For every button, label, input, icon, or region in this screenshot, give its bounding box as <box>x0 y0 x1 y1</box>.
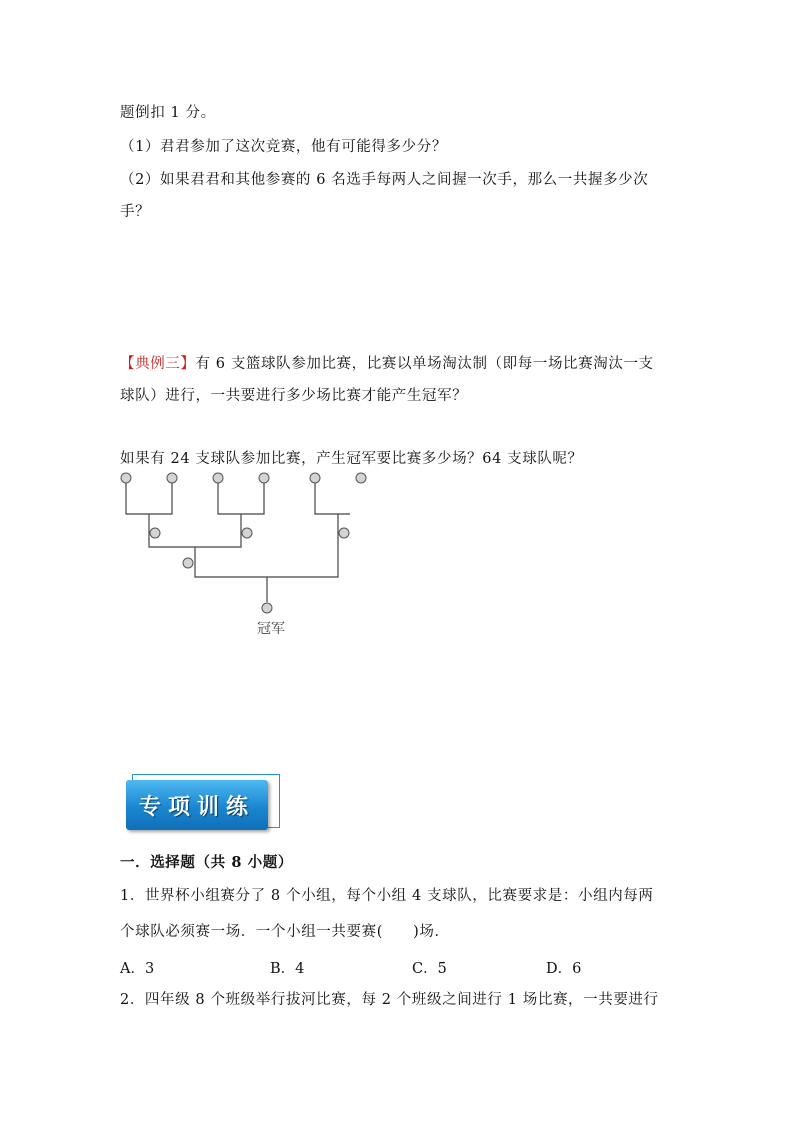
champion-node <box>262 603 272 613</box>
champion-label: 冠军 <box>257 621 285 637</box>
option-c: C．5 <box>412 961 447 977</box>
bracket-pair-2 <box>218 483 264 514</box>
option-a: A．3 <box>120 961 155 977</box>
winner-node-3 <box>339 528 349 538</box>
bracket-left-merge <box>149 514 241 547</box>
banner-title: 专项训练 <box>138 794 255 820</box>
banner-plate <box>126 780 268 830</box>
bracket-pair-3 <box>315 483 350 514</box>
winner-node-2 <box>242 528 252 538</box>
section-heading: 一．选择题（共 8 小题） <box>120 854 293 871</box>
option-d: D．6 <box>546 961 582 977</box>
question-2-continued: 手？ <box>120 204 151 220</box>
intro-line-1: 题倒扣 1 分。 <box>120 105 216 121</box>
winner-node-1 <box>150 528 160 538</box>
team-node-1 <box>121 473 131 483</box>
team-node-5 <box>310 473 320 483</box>
example3-tag: 【典例三】 <box>120 356 196 372</box>
bracket-pair-1 <box>126 483 172 514</box>
option-b: B．4 <box>270 961 305 977</box>
team-node-2 <box>167 473 177 483</box>
semifinal-node <box>183 558 193 568</box>
example3-line-3: 如果有 24 支球队参加比赛，产生冠军要比赛多少场？64 支球队呢？ <box>120 451 583 467</box>
bracket-final <box>195 514 338 577</box>
special-training-banner <box>126 772 280 834</box>
example3-line-1 <box>120 352 654 373</box>
team-node-6-overlay <box>351 468 371 488</box>
example3-text-1: 有 6 支篮球队参加比赛，比赛以单场淘汰制（即每一场比赛淘汰一支 <box>195 356 654 372</box>
mc-question-2-line-1: 2．四年级 8 个班级举行拔河比赛，每 2 个班级之间进行 1 场比赛，一共要进行 <box>120 992 659 1008</box>
example3-line-2: 球队）进行，一共要进行多少场比赛才能产生冠军？ <box>120 388 468 404</box>
mc-question-1-line-2: 个球队必须赛一场．一个小组一共要赛( )场． <box>120 924 450 940</box>
question-2-text: （2）如果君君和其他参赛的 6 名选手每两人之间握一次手，那么一共握多少次 <box>120 172 649 188</box>
mc-question-1-line-1: 1．世界杯小组赛分了 8 个小组，每个小组 4 支球队，比赛要求是：小组内每两 <box>120 888 654 904</box>
team-node-3 <box>213 473 223 483</box>
tournament-bracket-diagram <box>110 462 350 642</box>
question-1-text: （1）君君参加了这次竞赛，他有可能得多少分？ <box>120 139 447 155</box>
team-node-4 <box>259 473 269 483</box>
